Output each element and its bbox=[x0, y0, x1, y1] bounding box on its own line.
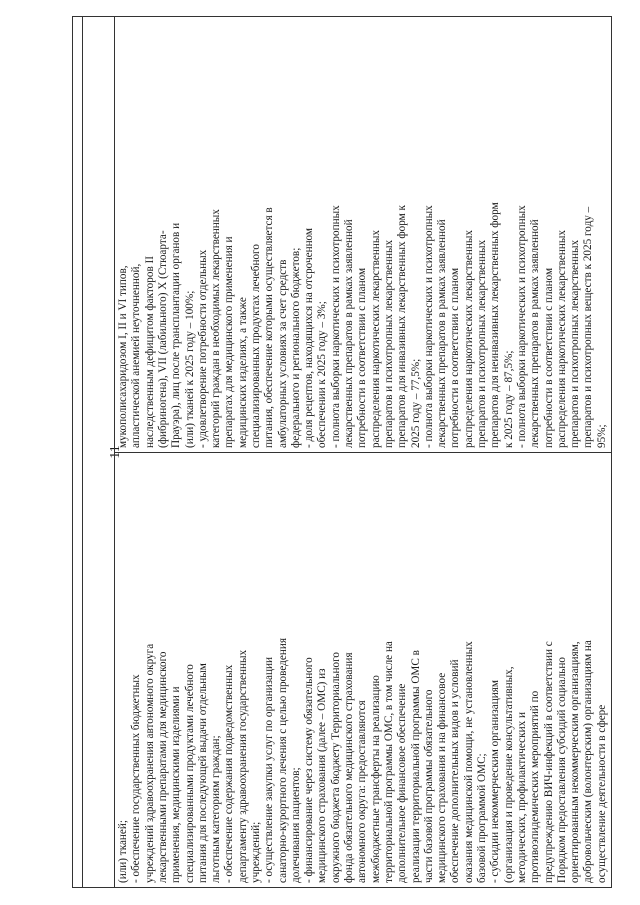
page-number: 11 bbox=[108, 445, 123, 459]
table-column-2 bbox=[83, 17, 115, 887]
table-cell-measures: (или) тканей; - обеспечение государственных бюджетных учреждений здравоохранения автономного округа лекарственными препаратами для медицинского применения, медицинскими изделиями и специализированными продуктами лечебного питания для последующей выдачи отдельным льготным категориям граждан; - обеспечение содержания подведомственных департаменту здравоохранения государственных учреждений; - осуществление закупки услуг по организации санаторно-курортного лечения с целью проведения долечивания пациентов; - финансирование через систему обязательного медицинского страхования (далее – ОМС) из окружного бюджета бюджету Территориального фонда обязательного медицинского страхования автономного округа: предоставляются межбюджетные трансферты на реализацию территориальной программы ОМС, в том числе на дополнительное финансовое обеспечение реализации территориальной программы ОМС в части базовой программы обязательного медицинского страхования и на финансовое обеспечение дополнительных видов и условий оказания медицинской помощи, не установленных базовой программой ОМС; - субсидии некоммерческим организациям (организация и проведение консультативных, методических, профилактических и противоэпидемических мероприятий по предупреждению ВИЧ-инфекций в соответствии с Порядком предоставления субсидий социально ориентированным некоммерческим организациям, добровольческим (волонтерским) организациям на осуществление деятельности в сфере bbox=[115, 452, 611, 887]
table-cell-column-1 bbox=[73, 879, 82, 887]
table-columns-content bbox=[115, 17, 611, 887]
table-column-1 bbox=[73, 17, 83, 887]
table-cell-column-2-placeholder bbox=[83, 879, 114, 887]
table-cell-indicators: мукополисахаридозом I, II и VI типов, апластической анемией неуточненной, наследственным дефицитом факторов II (фибриногена), VII (лабильного) X (Стюарта- Прауэра), лиц после трансплантации органов и (или) тканей к 2025 году – 100%; - удовлетворение потребности отдельных категорий граждан в необходимых лекарственных препаратах для медицинского применения и медицинских изделиях, а также специализированных продуктах лечебного питания, обеспечение которыми осуществляется в амбулаторных условиях за счет средств федерального и регионального бюджетов; - доля рецептов, находящихся на отсроченном обеспечении к 2025 году – 3%; - полнота выборки наркотических и психотропных лекарственных препаратов в рамках заявленной потребности в соответствии с планом распределения наркотических лекарственных препаратов и психотропных лекарственных препаратов для инвазивных лекарственных форм к 2025 году – 77,5%; - полнота выборки наркотических и психотропных лекарственных препаратов в рамках заявленной потребности в соответствии с планом распределения наркотических лекарственных препаратов и психотропных лекарственных препаратов для неинвазивных лекарственных форм к 2025 году – 87,5%; - полнота выборки наркотических и психотропных лекарственных препаратов в рамках заявленной потребности в соответствии с планом распределения наркотических лекарственных препаратов и психотропных лекарственных препаратов и психотропных веществ к 2025 году – 95%; bbox=[117, 202, 608, 448]
rotated-table bbox=[72, 16, 612, 888]
